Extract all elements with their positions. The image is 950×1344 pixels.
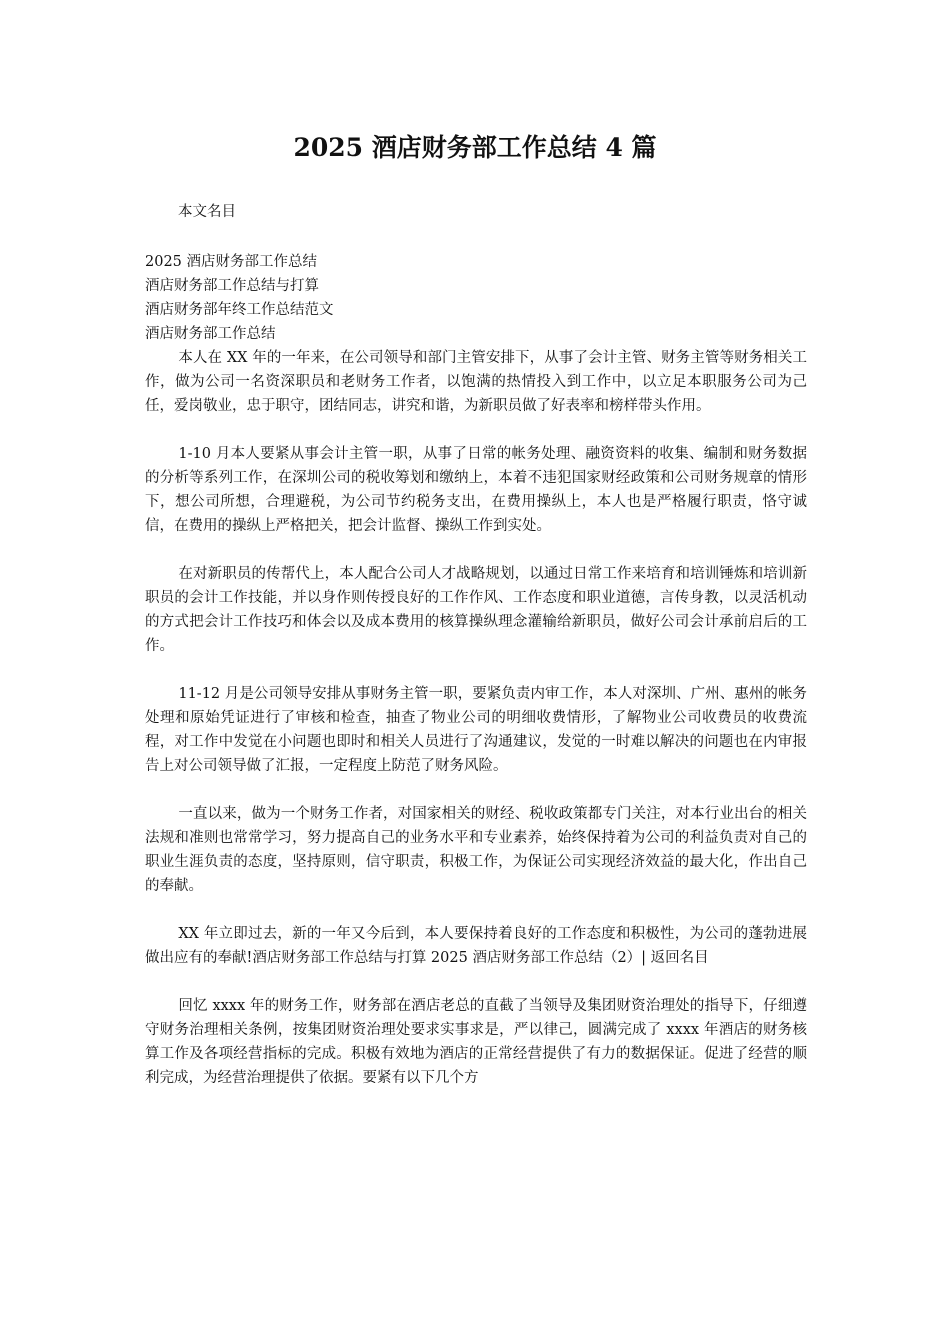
- document-title: 2025 酒店财务部工作总结 4 篇: [293, 133, 657, 162]
- body-paragraph: 回忆 xxxx 年的财务工作，财务部在酒店老总的直截了当领导及集团财资治理处的指导下，仔细遵守财务治理相关条例，按集团财资治理处要求实事求是，严以律己，圆满完成了 xxxx 年酒店的财务核算工作及各项经营指标的完成。积极有效地为酒店的正常经营提供了有力的数据保证。促进了经营的顺利完成，为经营治理提供了依据。要紧有以下几个方: [145, 998, 807, 1086]
- toc-item[interactable]: 酒店财务部工作总结与打算: [145, 278, 319, 294]
- body-paragraph: 一直以来，做为一个财务工作者，对国家相关的财经、税收政策都专门关注，对本行业出台的相关法规和准则也常常学习，努力提高自己的业务水平和专业素养，始终保持着为公司的利益负责对自己的职业生涯负责的态度，坚持原则，信守职责，积极工作，为保证公司实现经济效益的最大化，作出自己的奉献。: [145, 806, 807, 894]
- body-paragraph: 本人在 XX 年的一年来，在公司领导和部门主管安排下，从事了会计主管、财务主管等财务相关工作，做为公司一名资深职员和老财务工作者，以饱满的热情投入到工作中，以立足本职服务公司为己任，爱岗敬业，忠于职守，团结同志，讲究和谐，为新职员做了好表率和榜样带头作用。: [145, 350, 807, 414]
- toc-item[interactable]: 酒店财务部工作总结: [145, 326, 276, 342]
- body-paragraph: 11-12 月是公司领导安排从事财务主管一职，要紧负责内审工作，本人对深圳、广州、惠州的帐务处理和原始凭证进行了审核和检查，抽查了物业公司的明细收费情形，了解物业公司收费员的收费流程，对工作中发觉在小问题也即时和相关人员进行了沟通建议，发觉的一时难以解决的问题也在内审报告上对公司领导做了汇报，一定程度上防范了财务风险。: [145, 686, 807, 774]
- body-paragraph: 在对新职员的传帮代上，本人配合公司人才战略规划，以通过日常工作来培育和培训锤炼和培训新职员的会计工作技能，并以身作则传授良好的工作作风、工作态度和职业道德，言传身教，以灵活机动的方式把会计工作技巧和体会以及成本费用的核算操纵理念灌输给新职员，做好公司会计承前启后的工作。: [145, 566, 807, 654]
- body-paragraph: XX 年立即过去，新的一年又今后到，本人要保持着良好的工作态度和积极性，为公司的蓬勃进展做出应有的奉献!酒店财务部工作总结与打算 2025 酒店财务部工作总结（2）| 返回名目: [145, 926, 807, 966]
- toc-item[interactable]: 酒店财务部年终工作总结范文: [145, 302, 334, 318]
- toc-heading: 本文名目: [178, 204, 236, 220]
- document-body: [145, 346, 807, 1114]
- table-of-contents: [145, 250, 805, 346]
- body-paragraph: 1-10 月本人要紧从事会计主管一职，从事了日常的帐务处理、融资资料的收集、编制和财务数据的分析等系列工作，在深圳公司的税收筹划和缴纳上，本着不违犯国家财经政策和公司财务规章的情形下，想公司所想，合理避税，为公司节约税务支出，在费用操纵上，本人也是严格履行职责，恪守诚信，在费用的操纵上严格把关，把会计监督、操纵工作到实处。: [145, 446, 807, 534]
- toc-item[interactable]: 2025 酒店财务部工作总结: [145, 254, 318, 270]
